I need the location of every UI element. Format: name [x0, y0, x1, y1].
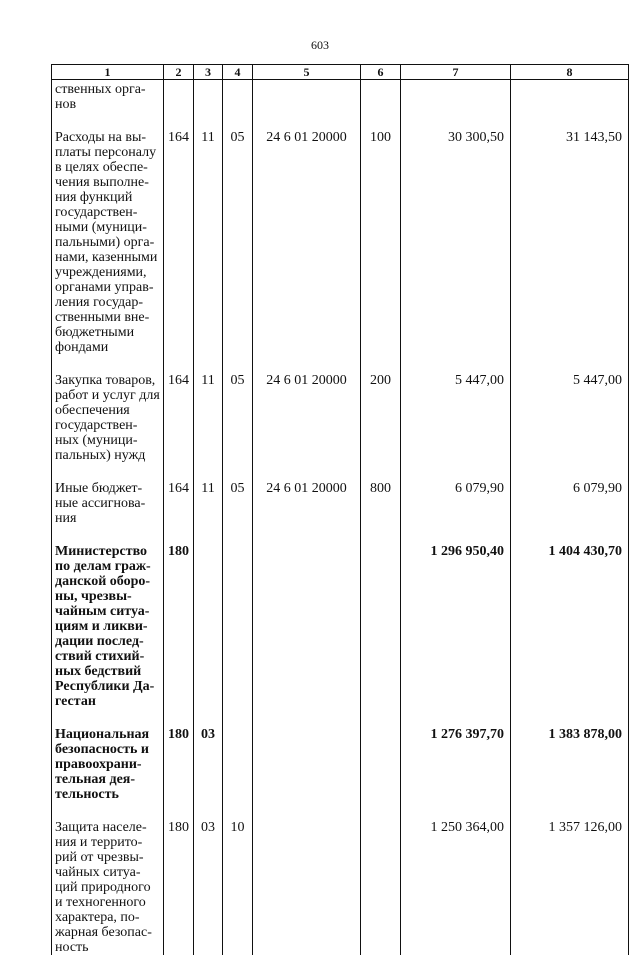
cell-subsection: 05 — [223, 355, 253, 463]
row-name: Иные бюджет- ные ассигнова- ния — [52, 463, 164, 526]
header-row — [52, 65, 629, 80]
cell-subsection: 05 — [223, 463, 253, 526]
cell-target — [253, 709, 361, 802]
cell-subsection — [223, 709, 253, 802]
cell-code: 164 — [164, 112, 194, 355]
cell-section: 11 — [194, 112, 223, 355]
cell-code: 180 — [164, 802, 194, 955]
column-header: 1 — [52, 65, 164, 80]
cell-section: 03 — [194, 802, 223, 955]
cell-code — [164, 80, 194, 113]
table-row — [52, 355, 629, 463]
cell-code: 164 — [164, 463, 194, 526]
cell-subsection: 05 — [223, 112, 253, 355]
row-name: Защита населе- ния и террито- рий от чрезвы- чайных ситуа- ций природного и техногенного характера, по- жарная безопас- ность — [52, 802, 164, 955]
budget-table — [51, 64, 629, 955]
cell-code: 180 — [164, 526, 194, 709]
cell-code: 164 — [164, 355, 194, 463]
row-name: Министерство по делам граж- данской оборо- ны, чрезвы- чайным ситуа- циям и ликви- дации послед- ствий стихий- ных бедствий Республики Да- гестан — [52, 526, 164, 709]
cell-section: 03 — [194, 709, 223, 802]
cell-target: 24 6 01 20000 — [253, 463, 361, 526]
cell-section: 11 — [194, 355, 223, 463]
column-header: 6 — [361, 65, 401, 80]
cell-subsection — [223, 526, 253, 709]
column-header: 3 — [194, 65, 223, 80]
table-row — [52, 709, 629, 802]
cell-amount-1: 30 300,50 — [401, 112, 511, 355]
cell-amount-2 — [511, 80, 629, 113]
table-row — [52, 802, 629, 955]
cell-type — [361, 80, 401, 113]
column-header: 4 — [223, 65, 253, 80]
cell-type: 800 — [361, 463, 401, 526]
cell-subsection: 10 — [223, 802, 253, 955]
cell-target — [253, 802, 361, 955]
table-row — [52, 463, 629, 526]
cell-amount-2: 31 143,50 — [511, 112, 629, 355]
cell-section: 11 — [194, 463, 223, 526]
cell-amount-1: 5 447,00 — [401, 355, 511, 463]
cell-section — [194, 526, 223, 709]
cell-subsection — [223, 80, 253, 113]
column-header: 7 — [401, 65, 511, 80]
cell-amount-1: 1 276 397,70 — [401, 709, 511, 802]
cell-type — [361, 802, 401, 955]
cell-amount-2: 1 383 878,00 — [511, 709, 629, 802]
cell-amount-1: 1 250 364,00 — [401, 802, 511, 955]
cell-amount-2: 1 357 126,00 — [511, 802, 629, 955]
column-header: 5 — [253, 65, 361, 80]
row-name: ственных орга- нов — [52, 80, 164, 113]
cell-type — [361, 709, 401, 802]
column-header: 8 — [511, 65, 629, 80]
cell-target — [253, 526, 361, 709]
row-name: Закупка товаров, работ и услуг для обеспечения государствен- ных (муници- пальных) нужд — [52, 355, 164, 463]
cell-type: 100 — [361, 112, 401, 355]
cell-target: 24 6 01 20000 — [253, 112, 361, 355]
table-row — [52, 112, 629, 355]
cell-target — [253, 80, 361, 113]
cell-amount-1: 1 296 950,40 — [401, 526, 511, 709]
cell-amount-2: 1 404 430,70 — [511, 526, 629, 709]
cell-type: 200 — [361, 355, 401, 463]
cell-section — [194, 80, 223, 113]
table-row — [52, 526, 629, 709]
table-row — [52, 80, 629, 113]
row-name: Расходы на вы- платы персоналу в целях обеспе- чения выполне- ния функций государствен- ными (муници- пальными) орга- нами, казенными учреждениями, органами управ- ления государ- ственными вне- бюджетными фондами — [52, 112, 164, 355]
row-name: Национальная безопасность и правоохрани- тельная дея- тельность — [52, 709, 164, 802]
cell-amount-2: 6 079,90 — [511, 463, 629, 526]
column-header: 2 — [164, 65, 194, 80]
cell-type — [361, 526, 401, 709]
cell-amount-1: 6 079,90 — [401, 463, 511, 526]
cell-code: 180 — [164, 709, 194, 802]
cell-amount-2: 5 447,00 — [511, 355, 629, 463]
page-number: 603 — [311, 38, 329, 52]
cell-target: 24 6 01 20000 — [253, 355, 361, 463]
cell-amount-1 — [401, 80, 511, 113]
